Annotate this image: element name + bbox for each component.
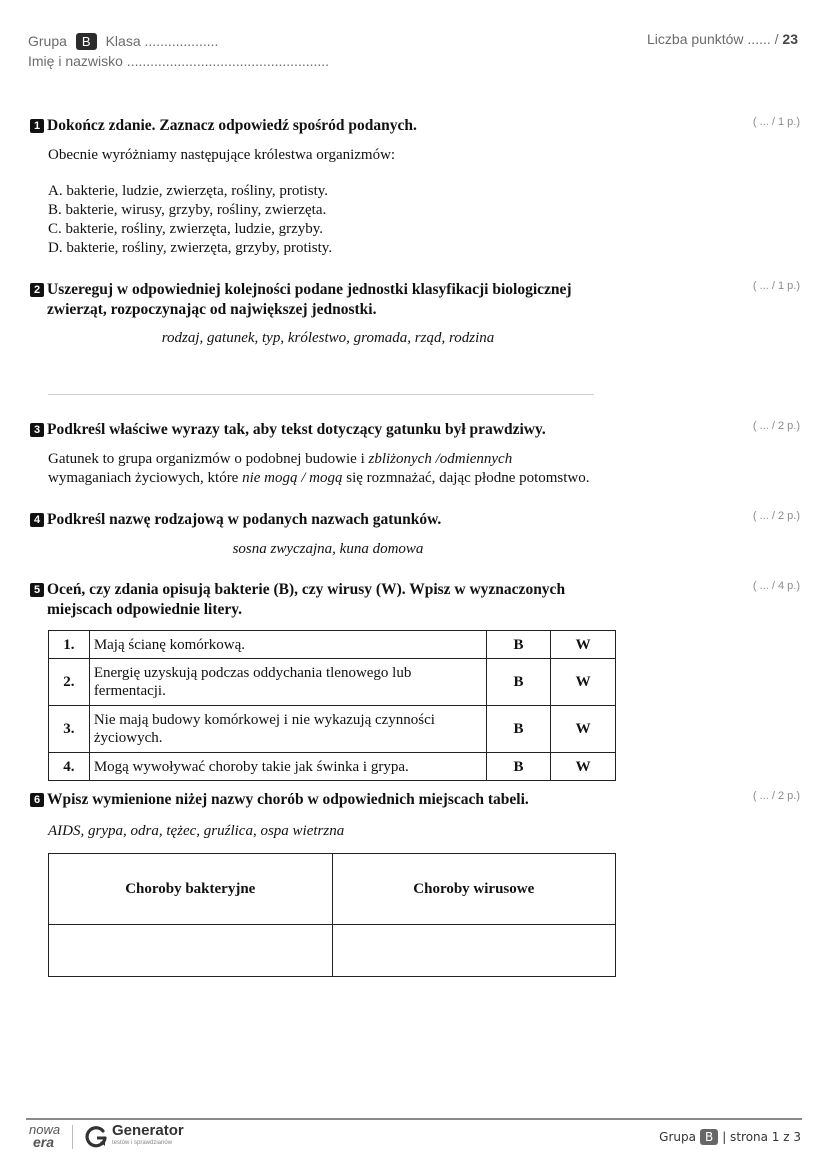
footer-divider xyxy=(26,1118,802,1120)
header-left xyxy=(28,31,329,71)
row-number: 2. xyxy=(49,659,90,706)
question-number-badge: 3 xyxy=(30,423,44,437)
logo-text-era: era xyxy=(33,1134,55,1150)
question-points: ( ... / 2 p.) xyxy=(752,510,800,522)
text-segment: wymaganiach życiowych, które xyxy=(48,470,243,486)
question-number-badge: 1 xyxy=(30,119,44,133)
question-6 xyxy=(30,790,800,841)
question-5 xyxy=(30,580,800,620)
question-points: ( ... / 1 p.) xyxy=(752,116,800,128)
classification-terms: rodzaj, gatunek, typ, królestwo, gromada, rząd, rodzina xyxy=(161,330,495,346)
option-d[interactable]: D. bakterie, rośliny, zwierzęta, grzyby, protisty. xyxy=(48,240,333,256)
question-title: Wpisz wymienione niżej nazwy chorób w odpowiednich miejscach tabeli. xyxy=(47,791,529,808)
option-c[interactable]: C. bakterie, rośliny, zwierzęta, ludzie, grzyby. xyxy=(48,221,324,237)
question-title: Dokończ zdanie. Zaznacz odpowiedź spośród podanych. xyxy=(47,117,417,134)
row-statement: Mogą wywoływać choroby takie jak świnka i grypa. xyxy=(89,753,486,781)
nowa-era-logo xyxy=(29,1124,60,1148)
table-row xyxy=(49,925,616,977)
viral-answer-cell[interactable] xyxy=(332,925,615,977)
answer-w[interactable]: W xyxy=(551,706,616,753)
question-prompt: Obecnie wyróżniamy następujące królestwa organizmów: xyxy=(48,147,396,163)
question-4 xyxy=(30,510,800,558)
species-text xyxy=(48,450,593,488)
generator-title: Generator xyxy=(112,1122,184,1139)
question-number-badge: 6 xyxy=(30,793,44,807)
generator-logo xyxy=(112,1123,184,1147)
answer-options xyxy=(48,182,800,258)
answer-b[interactable]: B xyxy=(486,706,551,753)
question-1 xyxy=(30,116,800,258)
answer-w[interactable]: W xyxy=(551,753,616,781)
row-statement: Energię uzyskują podczas oddychania tlenowego lub fermentacji. xyxy=(89,659,486,706)
answer-b[interactable]: B xyxy=(486,631,551,659)
question-title: Podkreśl nazwę rodzajową w podanych nazwach gatunków. xyxy=(47,511,442,528)
table-row xyxy=(49,631,616,659)
row-statement: Mają ścianę komórkową. xyxy=(89,631,486,659)
question-3 xyxy=(30,420,800,488)
name-field[interactable]: Imię i nazwisko .................................................... xyxy=(28,53,330,69)
logo-separator xyxy=(72,1125,73,1149)
answer-w[interactable]: W xyxy=(551,659,616,706)
option-a[interactable]: A. bakterie, ludzie, zwierzęta, rośliny, protisty. xyxy=(48,183,329,199)
bacteria-virus-table xyxy=(48,630,616,781)
footer-group-label: Grupa xyxy=(659,1130,696,1144)
footer-page-info xyxy=(659,1129,801,1145)
choice-cannot-can[interactable]: nie mogą / mogą xyxy=(242,470,343,486)
question-title: Oceń, czy zdania opisują bakterie (B), czy wirusy (W). Wpisz w wyznaczonych miejscach odpowiednie litery. xyxy=(47,581,566,618)
text-segment: Gatunek to grupa organizmów o podobnej budowie i xyxy=(48,451,369,467)
logo-text-nowa: nowa xyxy=(29,1122,61,1137)
question-points: ( ... / 2 p.) xyxy=(752,790,800,802)
text-segment: się rozmnażać, dając płodne potomstwo. xyxy=(342,470,590,486)
question-number-badge: 2 xyxy=(30,283,44,297)
species-names[interactable]: sosna zwyczajna, kuna domowa xyxy=(232,541,424,557)
group-label: Grupa xyxy=(28,33,67,49)
answer-line[interactable] xyxy=(48,394,594,395)
row-number: 3. xyxy=(49,706,90,753)
row-statement: Nie mają budowy komórkowej i nie wykazują czynności życiowych. xyxy=(89,706,486,753)
footer-group-badge: B xyxy=(700,1129,718,1145)
table-row xyxy=(49,706,616,753)
disease-list: AIDS, grypa, odra, tężec, gruźlica, ospa wietrzna xyxy=(48,823,345,839)
option-b[interactable]: B. bakterie, wirusy, grzyby, rośliny, zwierzęta. xyxy=(48,202,327,218)
points-summary xyxy=(647,31,798,47)
bacterial-answer-cell[interactable] xyxy=(49,925,333,977)
class-field[interactable]: Klasa ................... xyxy=(105,33,219,49)
row-number: 4. xyxy=(49,753,90,781)
group-badge: B xyxy=(76,33,97,50)
generator-subtitle: testów i sprawdzianów xyxy=(112,1140,173,1146)
generator-logo-icon xyxy=(84,1124,108,1148)
disease-table xyxy=(48,853,616,977)
points-label: Liczba punktów ...... / xyxy=(647,31,779,47)
table-header-row xyxy=(49,854,616,925)
question-title: Uszereguj w odpowiedniej kolejności podane jednostki klasyfikacji biologicznej zwierząt, rozpoczynając od największej jednostki. xyxy=(47,281,572,318)
question-points: ( ... / 4 p.) xyxy=(752,580,800,592)
column-bacterial: Choroby bakteryjne xyxy=(49,854,333,925)
answer-w[interactable]: W xyxy=(551,631,616,659)
answer-b[interactable]: B xyxy=(486,753,551,781)
choice-similar-different[interactable]: zbliżonych /odmiennych xyxy=(368,451,513,467)
page-number: | strona 1 z 3 xyxy=(722,1130,801,1144)
question-points: ( ... / 1 p.) xyxy=(752,280,800,292)
question-number-badge: 4 xyxy=(30,513,44,527)
table-row xyxy=(49,659,616,706)
question-number-badge: 5 xyxy=(30,583,44,597)
answer-b[interactable]: B xyxy=(486,659,551,706)
question-title: Podkreśl właściwe wyrazy tak, aby tekst dotyczący gatunku był prawdziwy. xyxy=(47,421,546,438)
question-2 xyxy=(30,280,800,347)
column-viral: Choroby wirusowe xyxy=(332,854,615,925)
question-points: ( ... / 2 p.) xyxy=(752,420,800,432)
row-number: 1. xyxy=(49,631,90,659)
table-row xyxy=(49,753,616,781)
points-total: 23 xyxy=(782,31,798,47)
